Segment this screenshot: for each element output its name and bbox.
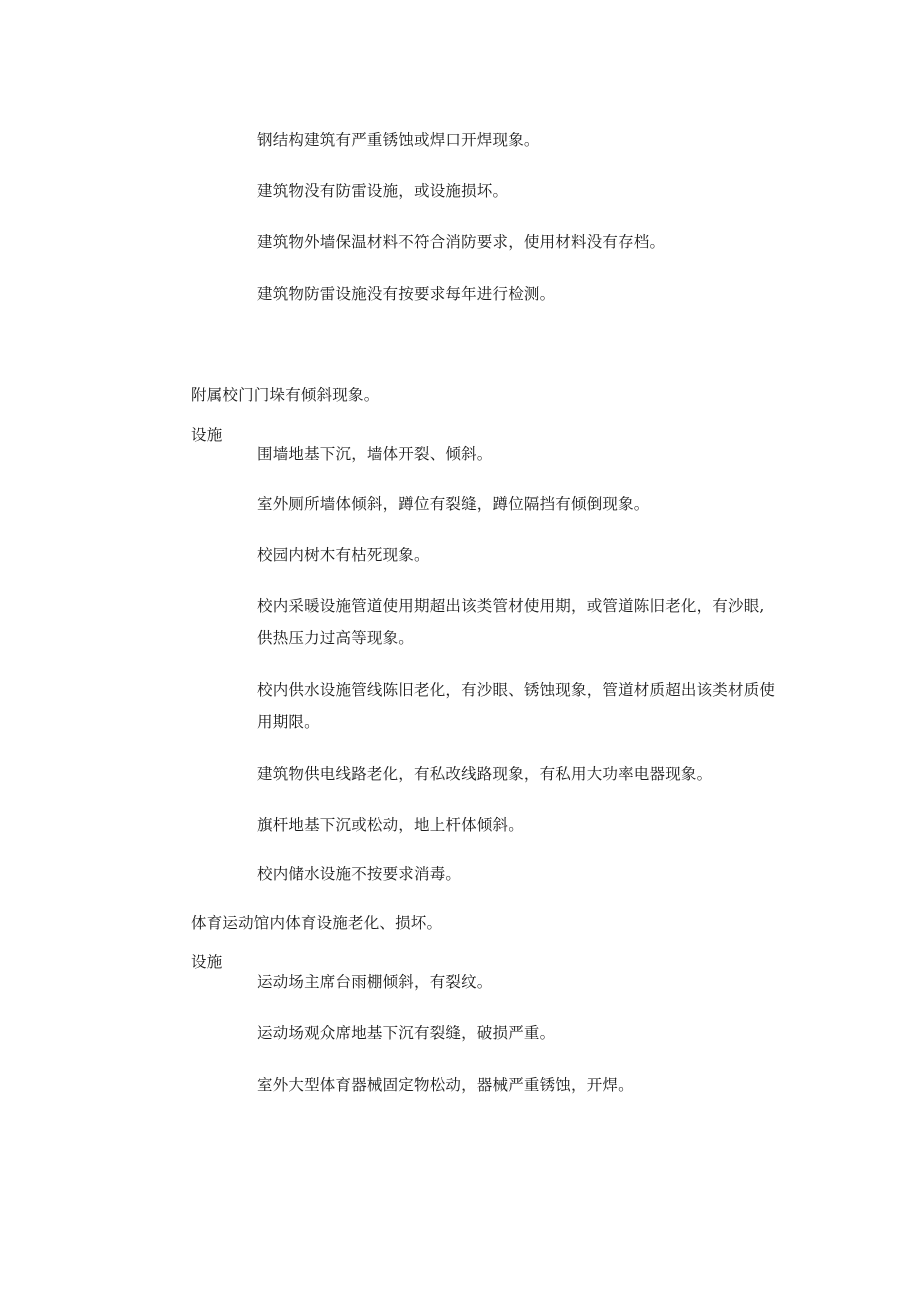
section-heading-sports: 体育运动馆内体育设施老化、损坏。: [191, 914, 443, 932]
item-flagpole: 旗杆地基下沉或松动，地上杆体倾斜。: [257, 816, 524, 834]
item-lightning-inspection: 建筑物防雷设施没有按要求每年进行检测。: [257, 285, 556, 303]
section-label-facilities: 设施: [191, 426, 223, 444]
item-enclosure-wall: 围墙地基下沉，墙体开裂、倾斜。: [257, 445, 493, 463]
item-outdoor-equipment: 室外大型体育器械固定物松动，器械严重锈蚀，开焊。: [257, 1076, 634, 1094]
item-water-pipes: 校内供水设施管线陈旧老化，有沙眼、锈蚀现象，管道材质超出该类材质使用期限。: [257, 681, 776, 731]
item-insulation-material: 建筑物外墙保温材料不符合消防要求，使用材料没有存档。: [257, 233, 666, 251]
item-lightning-protection: 建筑物没有防雷设施，或设施损坏。: [257, 182, 509, 200]
item-outdoor-toilet: 室外厕所墙体倾斜，蹲位有裂缝，蹲位隔挡有倾倒现象。: [257, 495, 650, 513]
item-spectator-seats: 运动场观众席地基下沉有裂缝，破损严重。: [257, 1024, 556, 1042]
section-heading-gate: 附属校门门垛有倾斜现象。: [191, 386, 380, 404]
item-steel-structure: 钢结构建筑有严重锈蚀或焊口开焊现象。: [257, 131, 540, 149]
item-power-lines: 建筑物供电线路老化，有私改线路现象，有私用大功率电器现象。: [257, 765, 713, 783]
item-heating-pipes: 校内采暖设施管道使用期超出该类管材使用期，或管道陈旧老化，有沙眼,供热压力过高等现象。: [257, 597, 765, 647]
item-water-storage: 校内储水设施不按要求消毒。: [257, 865, 462, 883]
item-dead-trees: 校园内树木有枯死现象。: [257, 546, 430, 564]
section-label-facilities-2: 设施: [191, 953, 223, 971]
item-grandstand-canopy: 运动场主席台雨棚倾斜，有裂纹。: [257, 973, 493, 991]
